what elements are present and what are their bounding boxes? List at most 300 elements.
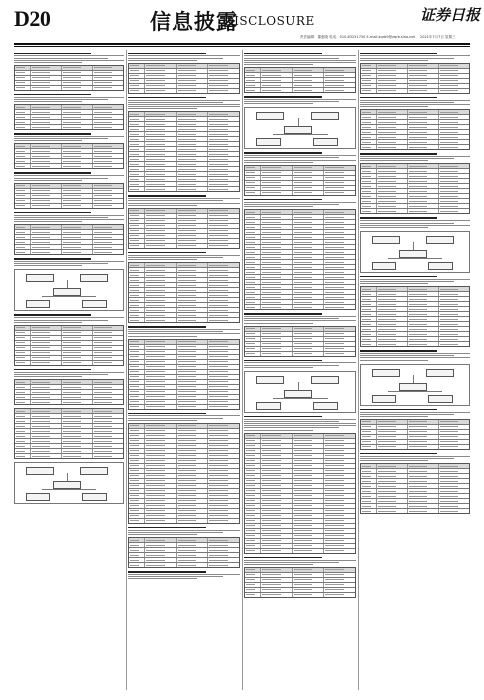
table-row: [129, 272, 239, 277]
table-cell: [407, 140, 438, 144]
diagram-box: [313, 138, 338, 146]
diagram-box: [256, 138, 281, 146]
table-cell: [292, 171, 324, 175]
table-cell: [260, 593, 292, 597]
table-cell: [438, 440, 469, 444]
table-cell: [407, 332, 438, 336]
table-cell: [144, 152, 176, 156]
table-cell: [407, 312, 438, 316]
table-cell: [176, 548, 208, 552]
table-cell: [260, 73, 292, 77]
table-cell: [30, 434, 61, 438]
table-cell: [144, 449, 176, 453]
table-row: [129, 508, 239, 513]
table-cell: [144, 355, 176, 359]
table-cell: [407, 489, 438, 493]
table-cell: [438, 464, 469, 468]
table-cell: [245, 295, 260, 299]
table-row: [129, 243, 239, 248]
table-cell: [144, 137, 176, 141]
table-cell: [207, 268, 239, 272]
table-cell: [438, 474, 469, 478]
text-line: [14, 317, 124, 318]
table-cell: [292, 230, 324, 234]
table-row: [129, 359, 239, 364]
table-cell: [129, 162, 144, 166]
text-line: [360, 60, 428, 61]
table-cell: [15, 225, 30, 229]
diagram-box: [53, 481, 81, 489]
table-cell: [129, 177, 144, 181]
text-block: [128, 574, 240, 579]
table-cell: [438, 327, 469, 331]
table-row: [15, 453, 123, 458]
table-cell: [30, 444, 61, 448]
table-cell: [30, 76, 61, 80]
table-row: [245, 548, 355, 553]
table-cell: [207, 157, 239, 161]
table-cell: [176, 313, 208, 317]
table-row: [129, 233, 239, 238]
text-line: [128, 106, 240, 107]
table-cell: [245, 484, 260, 488]
table-cell: [245, 449, 260, 453]
table-cell: [207, 558, 239, 562]
table-cell: [407, 174, 438, 178]
table-cell: [30, 361, 61, 365]
table-cell: [361, 430, 376, 434]
table-row: [245, 483, 355, 488]
table-cell: [245, 514, 260, 518]
table-cell: [376, 425, 407, 429]
table-cell: [92, 199, 123, 203]
table-cell: [361, 89, 376, 93]
table-cell: [129, 283, 144, 287]
table-cell: [260, 494, 292, 498]
table-cell: [92, 230, 123, 234]
diagram-connector: [67, 280, 68, 288]
article-heading-rule: [128, 252, 206, 253]
table-cell: [438, 120, 469, 124]
table-cell: [30, 414, 61, 418]
table-cell: [361, 79, 376, 83]
table-cell: [207, 350, 239, 354]
diagram-box: [372, 369, 400, 377]
table-row: [245, 294, 355, 299]
table-cell: [30, 424, 61, 428]
table-cell: [176, 132, 208, 136]
table-row: [15, 163, 123, 168]
text-block: [360, 100, 470, 108]
table-row: [129, 562, 239, 567]
date-line: 2021年7月7日 星期三: [420, 35, 456, 39]
data-table: [360, 109, 470, 150]
table-cell: [376, 145, 407, 149]
table-cell: [176, 303, 208, 307]
table-row: [245, 498, 355, 503]
table-row: [245, 523, 355, 528]
table-cell: [407, 420, 438, 424]
table-cell: [376, 342, 407, 346]
table-row: [361, 301, 469, 306]
table-cell: [323, 489, 355, 493]
table-cell: [260, 524, 292, 528]
table-cell: [323, 549, 355, 553]
table-row: [245, 239, 355, 244]
table-cell: [144, 117, 176, 121]
table-cell: [207, 132, 239, 136]
table-cell: [176, 405, 208, 409]
table-cell: [92, 235, 123, 239]
table-cell: [92, 81, 123, 85]
table-row: [361, 424, 469, 429]
table-cell: [245, 171, 260, 175]
table-row: [245, 508, 355, 513]
table-cell: [438, 494, 469, 498]
table-cell: [260, 342, 292, 346]
table-cell: [323, 352, 355, 356]
table-cell: [92, 336, 123, 340]
table-cell: [144, 439, 176, 443]
table-cell: [129, 182, 144, 186]
table-cell: [61, 115, 92, 119]
table-cell: [376, 209, 407, 213]
table-cell: [323, 534, 355, 538]
table-cell: [61, 361, 92, 365]
table-cell: [260, 88, 292, 92]
table-cell: [61, 154, 92, 158]
table-cell: [245, 464, 260, 468]
table-cell: [438, 312, 469, 316]
table-cell: [176, 494, 208, 498]
table-cell: [292, 186, 324, 190]
diagram-connector: [298, 382, 299, 390]
text-line: [360, 360, 428, 361]
table-cell: [129, 187, 144, 191]
table-cell: [260, 181, 292, 185]
table-cell: [438, 140, 469, 144]
table-cell: [207, 479, 239, 483]
table-cell: [292, 210, 324, 214]
table-cell: [292, 578, 324, 582]
table-cell: [176, 424, 208, 428]
column-3: [244, 50, 356, 690]
table-cell: [323, 474, 355, 478]
table-cell: [61, 356, 92, 360]
table-cell: [292, 524, 324, 528]
table-cell: [144, 484, 176, 488]
table-row: [245, 234, 355, 239]
table-cell: [260, 568, 292, 572]
article-heading-rule: [244, 416, 322, 417]
table-cell: [92, 341, 123, 345]
table-cell: [207, 504, 239, 508]
table-row: [245, 264, 355, 269]
table-cell: [176, 395, 208, 399]
table-cell: [438, 337, 469, 341]
data-table: [128, 63, 240, 94]
table-cell: [207, 444, 239, 448]
table-row: [129, 463, 239, 468]
text-line: [14, 136, 124, 137]
table-row: [129, 547, 239, 552]
table-cell: [207, 167, 239, 171]
text-line: [14, 219, 124, 220]
table-cell: [176, 293, 208, 297]
table-cell: [376, 64, 407, 68]
table-row: [129, 297, 239, 302]
table-cell: [376, 312, 407, 316]
table-cell: [323, 260, 355, 264]
table-cell: [92, 159, 123, 163]
table-row: [129, 399, 239, 404]
text-line: [14, 372, 124, 373]
table-cell: [144, 543, 176, 547]
table-cell: [129, 395, 144, 399]
table-cell: [376, 317, 407, 321]
text-line: [360, 220, 470, 221]
table-cell: [376, 297, 407, 301]
text-line: [244, 155, 356, 156]
table-cell: [376, 164, 407, 168]
table-cell: [407, 145, 438, 149]
data-table: [128, 537, 240, 568]
table-cell: [292, 300, 324, 304]
table-cell: [361, 469, 376, 473]
table-cell: [407, 337, 438, 341]
article-heading-rule: [244, 96, 322, 97]
table-row: [15, 148, 123, 153]
table-cell: [376, 79, 407, 83]
table-row: [245, 533, 355, 538]
table-cell: [30, 110, 61, 114]
text-line: [14, 178, 108, 179]
diagram-box: [426, 236, 454, 244]
table-cell: [15, 336, 30, 340]
table-cell: [129, 318, 144, 322]
table-cell: [292, 504, 324, 508]
data-table: [14, 379, 124, 405]
diagram-box: [426, 369, 454, 377]
table-row: [129, 171, 239, 176]
table-cell: [407, 509, 438, 513]
table-cell: [207, 303, 239, 307]
table-cell: [176, 469, 208, 473]
column-1: [14, 50, 124, 690]
table-cell: [323, 250, 355, 254]
table-cell: [292, 83, 324, 87]
text-line: [14, 261, 124, 262]
table-cell: [15, 351, 30, 355]
table-cell: [144, 405, 176, 409]
table-cell: [30, 184, 61, 188]
table-cell: [323, 305, 355, 309]
table-cell: [129, 89, 144, 93]
text-line: [244, 160, 356, 161]
structure-diagram: [244, 107, 356, 149]
table-row: [245, 458, 355, 463]
table-row: [129, 498, 239, 503]
table-cell: [438, 420, 469, 424]
table-row: [129, 354, 239, 359]
table-row: [129, 287, 239, 292]
table-cell: [376, 130, 407, 134]
table-cell: [438, 307, 469, 311]
table-cell: [292, 549, 324, 553]
table-cell: [15, 434, 30, 438]
text-block: [128, 55, 240, 60]
table-cell: [176, 167, 208, 171]
table-cell: [15, 194, 30, 198]
table-cell: [92, 439, 123, 443]
table-row: [361, 434, 469, 439]
table-row: [129, 453, 239, 458]
table-cell: [129, 538, 144, 542]
text-line: [14, 101, 82, 102]
table-cell: [292, 347, 324, 351]
table-cell: [92, 361, 123, 365]
table-cell: [129, 152, 144, 156]
text-line: [244, 162, 313, 163]
table-cell: [407, 342, 438, 346]
table-cell: [260, 469, 292, 473]
table-row: [361, 468, 469, 473]
table-cell: [61, 351, 92, 355]
table-cell: [176, 340, 208, 344]
table-cell: [129, 444, 144, 448]
table-cell: [176, 234, 208, 238]
table-row: [129, 478, 239, 483]
table-row: [245, 478, 355, 483]
table-row: [129, 317, 239, 322]
article-heading-rule: [14, 258, 91, 259]
table-cell: [438, 174, 469, 178]
column-divider: [242, 50, 243, 690]
table-cell: [207, 469, 239, 473]
article-heading-rule: [244, 199, 322, 200]
table-cell: [15, 390, 30, 394]
text-line: [360, 100, 470, 101]
table-cell: [245, 474, 260, 478]
table-cell: [376, 115, 407, 119]
table-cell: [245, 290, 260, 294]
table-row: [245, 528, 355, 533]
table-cell: [323, 494, 355, 498]
table-cell: [407, 327, 438, 331]
table-cell: [260, 176, 292, 180]
masthead-rule: [14, 43, 470, 45]
table-cell: [129, 229, 144, 233]
table-cell: [438, 499, 469, 503]
table-cell: [92, 240, 123, 244]
table-cell: [61, 424, 92, 428]
table-cell: [92, 110, 123, 114]
table-cell: [245, 347, 260, 351]
text-line: [360, 227, 428, 228]
table-row: [245, 443, 355, 448]
table-cell: [407, 164, 438, 168]
table-cell: [129, 147, 144, 151]
table-cell: [15, 189, 30, 193]
table-cell: [260, 519, 292, 523]
table-cell: [245, 504, 260, 508]
table-row: [361, 444, 469, 449]
table-cell: [207, 395, 239, 399]
table-cell: [144, 229, 176, 233]
table-cell: [292, 342, 324, 346]
table-cell: [292, 285, 324, 289]
table-row: [129, 166, 239, 171]
table-cell: [260, 78, 292, 82]
diagram-connector: [298, 118, 299, 126]
text-line: [128, 104, 240, 105]
table-cell: [92, 115, 123, 119]
table-cell: [292, 265, 324, 269]
table-row: [15, 85, 123, 90]
table-row: [245, 224, 355, 229]
table-row: [15, 418, 123, 423]
table-cell: [292, 439, 324, 443]
table-row: [129, 312, 239, 317]
table-row: [129, 552, 239, 557]
table-cell: [15, 356, 30, 360]
table-row: [129, 374, 239, 379]
table-row: [129, 488, 239, 493]
text-line: [128, 198, 240, 199]
diagram-box: [256, 402, 281, 410]
table-cell: [92, 225, 123, 229]
table-cell: [15, 250, 30, 254]
table-cell: [30, 336, 61, 340]
table-cell: [144, 519, 176, 523]
text-block: [360, 353, 470, 361]
table-cell: [129, 273, 144, 277]
article-heading-rule: [244, 53, 322, 54]
table-cell: [92, 424, 123, 428]
table-row: [15, 330, 123, 335]
table-cell: [144, 84, 176, 88]
section-title-cn: 信息披露: [150, 9, 238, 34]
text-line: [14, 55, 124, 56]
table-cell: [207, 224, 239, 228]
table-cell: [260, 265, 292, 269]
table-cell: [92, 454, 123, 458]
table-cell: [30, 356, 61, 360]
table-row: [129, 141, 239, 146]
table-row: [361, 473, 469, 478]
table-cell: [361, 425, 376, 429]
table-cell: [92, 385, 123, 389]
text-block: [128, 255, 240, 260]
table-cell: [245, 245, 260, 249]
table-cell: [292, 305, 324, 309]
table-cell: [144, 142, 176, 146]
table-cell: [15, 346, 30, 350]
table-cell: [361, 327, 376, 331]
text-line: [128, 203, 240, 204]
table-cell: [207, 172, 239, 176]
table-row: [129, 349, 239, 354]
table-cell: [144, 370, 176, 374]
table-cell: [361, 140, 376, 144]
table-cell: [15, 409, 30, 413]
table-row: [129, 131, 239, 136]
table-cell: [323, 230, 355, 234]
table-cell: [61, 225, 92, 229]
text-line: [244, 562, 339, 563]
table-row: [129, 302, 239, 307]
article-heading-rule: [128, 326, 206, 327]
